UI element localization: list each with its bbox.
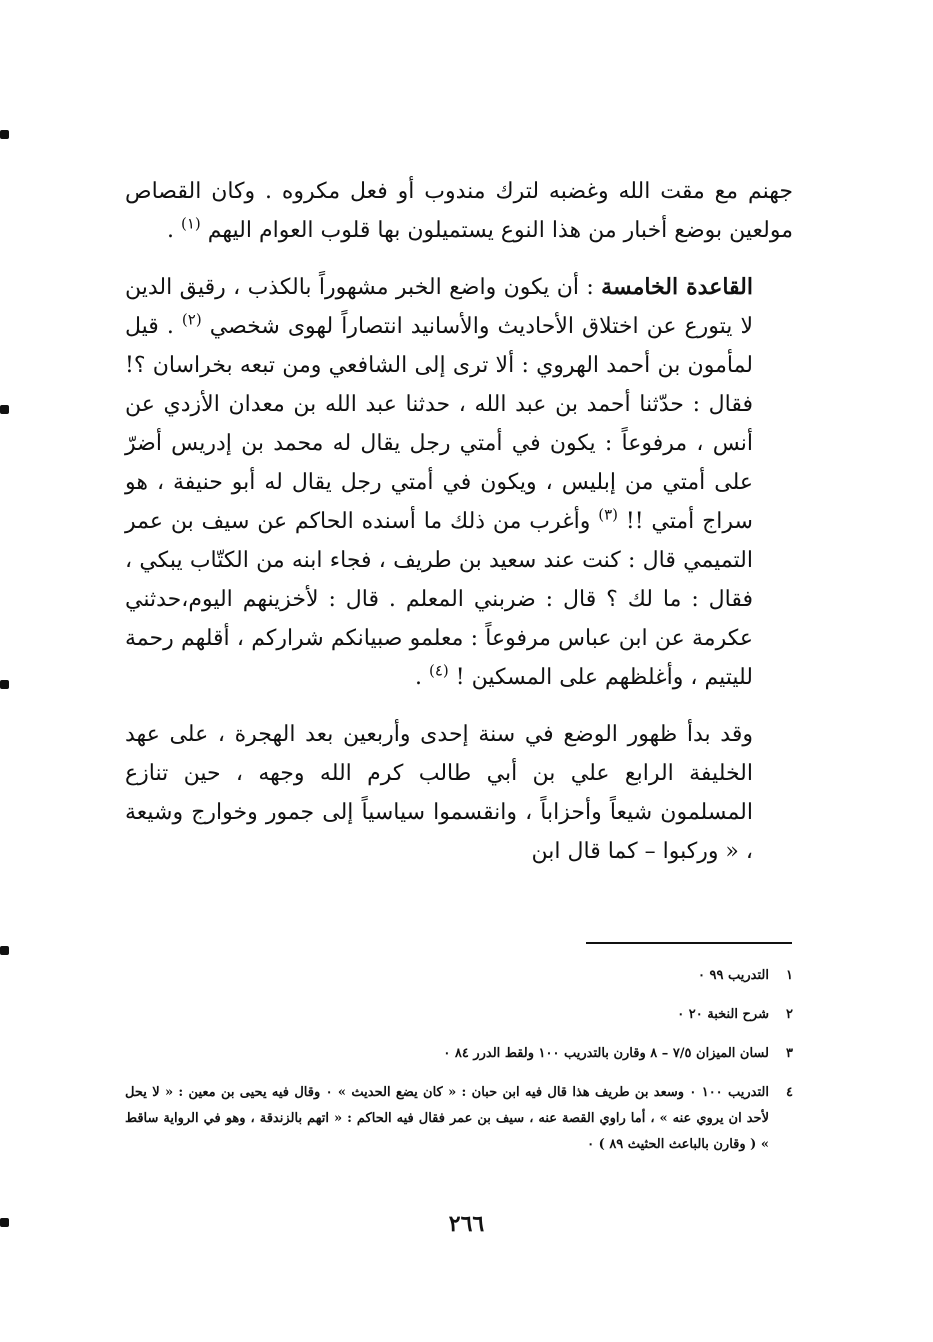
left-margin-mark bbox=[0, 680, 9, 689]
footnote-text: لسان الميزان ٧/٥ – ٨ وقارن بالتدريب ١٠٠ ولقط الدرر ٨٤ ٠ bbox=[443, 1046, 769, 1061]
left-margin-mark bbox=[0, 946, 9, 955]
footnote-text: التدريب ٩٩ ٠ bbox=[698, 968, 769, 983]
footnote-item bbox=[125, 963, 793, 989]
footnote-text: التدريب ١٠٠ ٠ وسعد بن طريف هذا قال فيه ابن حبان : « كان يضع الحديث » ٠ وقال فيه يحيى بن معين : « لا يحل لأحد ان يروي عنه » ، أما راوي القصة عنه ، سيف بن عمر فقال فيه الحاكم : « اتهم بالزندقة ، وهو في الرواية ساقط » ( وقارن بالباعث الحثيث ٨٩ ) ٠ bbox=[125, 1085, 769, 1152]
footnote-ref-1: (١) bbox=[180, 214, 201, 233]
main-text bbox=[125, 172, 793, 871]
footnote-number: ٢ bbox=[786, 1007, 793, 1022]
footnote-ref-2: (٢) bbox=[181, 310, 202, 329]
footnote-divider bbox=[586, 942, 792, 944]
left-margin-mark bbox=[0, 130, 9, 139]
page-number: ٢٦٦ bbox=[448, 1211, 485, 1237]
paragraph-2-part-c: وأغرب من ذلك ما أسنده الحاكم عن سيف بن عمر التميمي قال : كنت عند سعيد بن طريف ، فجاء ابنه من الكتّاب يبكي ، فقال : ما لك ؟ قال : ضربني المعلم . قال : لأخزينهم اليوم،حدثني عكرمة عن ابن عباس مرفوعاً : معلمو صبيانكم شراركم ، أقلهم رحمة لليتيم ، وأغلظهم على المسكين ! bbox=[125, 509, 753, 690]
footnote-item bbox=[125, 1041, 793, 1067]
paragraph-1-end: . bbox=[166, 218, 174, 243]
footnote-text: شرح النخبة ٢٠ ٠ bbox=[677, 1007, 769, 1022]
footnote-item bbox=[125, 1080, 793, 1158]
paragraph-1 bbox=[125, 172, 793, 250]
paragraph-3-text: وقد بدأ ظهور الوضع في سنة إحدى وأربعين بعد الهجرة ، على عهد الخليفة الرابع علي بن أبي طالب كرم الله وجهه ، حين تنازع المسلمون شيعاً وأحزاباً ، وانقسموا سياسياً إلى جمور وخوارج وشيعة ، « وركبوا – كما قال ابن bbox=[125, 722, 753, 864]
footnote-item bbox=[125, 1002, 793, 1028]
footnote-number: ١ bbox=[786, 968, 793, 983]
paragraph-2-part-a: : أن يكون واضع الخبر مشهوراً بالكذب ، رقيق الدين لا يتورع عن اختلاق الأحاديث والأسانيد انتصاراً لهوى شخصي bbox=[125, 275, 753, 339]
paragraph-3 bbox=[125, 715, 793, 871]
left-margin-mark bbox=[0, 405, 9, 414]
footnote-number: ٣ bbox=[786, 1046, 793, 1061]
paragraph-1-text: جهنم مع مقت الله وغضبه لترك مندوب أو فعل مكروه . وكان القصاص مولعين بوضع أخبار من هذا النوع يستميلون بها قلوب العوام اليهم bbox=[125, 179, 793, 243]
footnote-number: ٤ bbox=[786, 1085, 793, 1100]
paragraph-2-end: . bbox=[414, 665, 422, 690]
paragraph-2 bbox=[125, 268, 793, 697]
footnote-ref-4: (٤) bbox=[428, 661, 449, 680]
rule-five-heading: القاعدة الخامسة bbox=[601, 274, 753, 300]
footnotes bbox=[125, 963, 793, 1171]
paragraph-2-part-b: . قيل لمأمون بن أحمد الهروي : ألا ترى إلى الشافعي ومن تبعه بخراسان ؟! فقال : حدّثنا أحمد بن عبد الله ، حدثنا عبد الله بن معدان الأزدي عن أنس ، مرفوعاً : يكون في أمتي رجل يقال له محمد بن إدريس أضرّ على أمتي من إبليس ، ويكون في أمتي رجل يقال له أبو حنيفة ، هو سراج أمتي !! bbox=[125, 314, 753, 534]
footnote-ref-3: (٣) bbox=[598, 505, 619, 524]
